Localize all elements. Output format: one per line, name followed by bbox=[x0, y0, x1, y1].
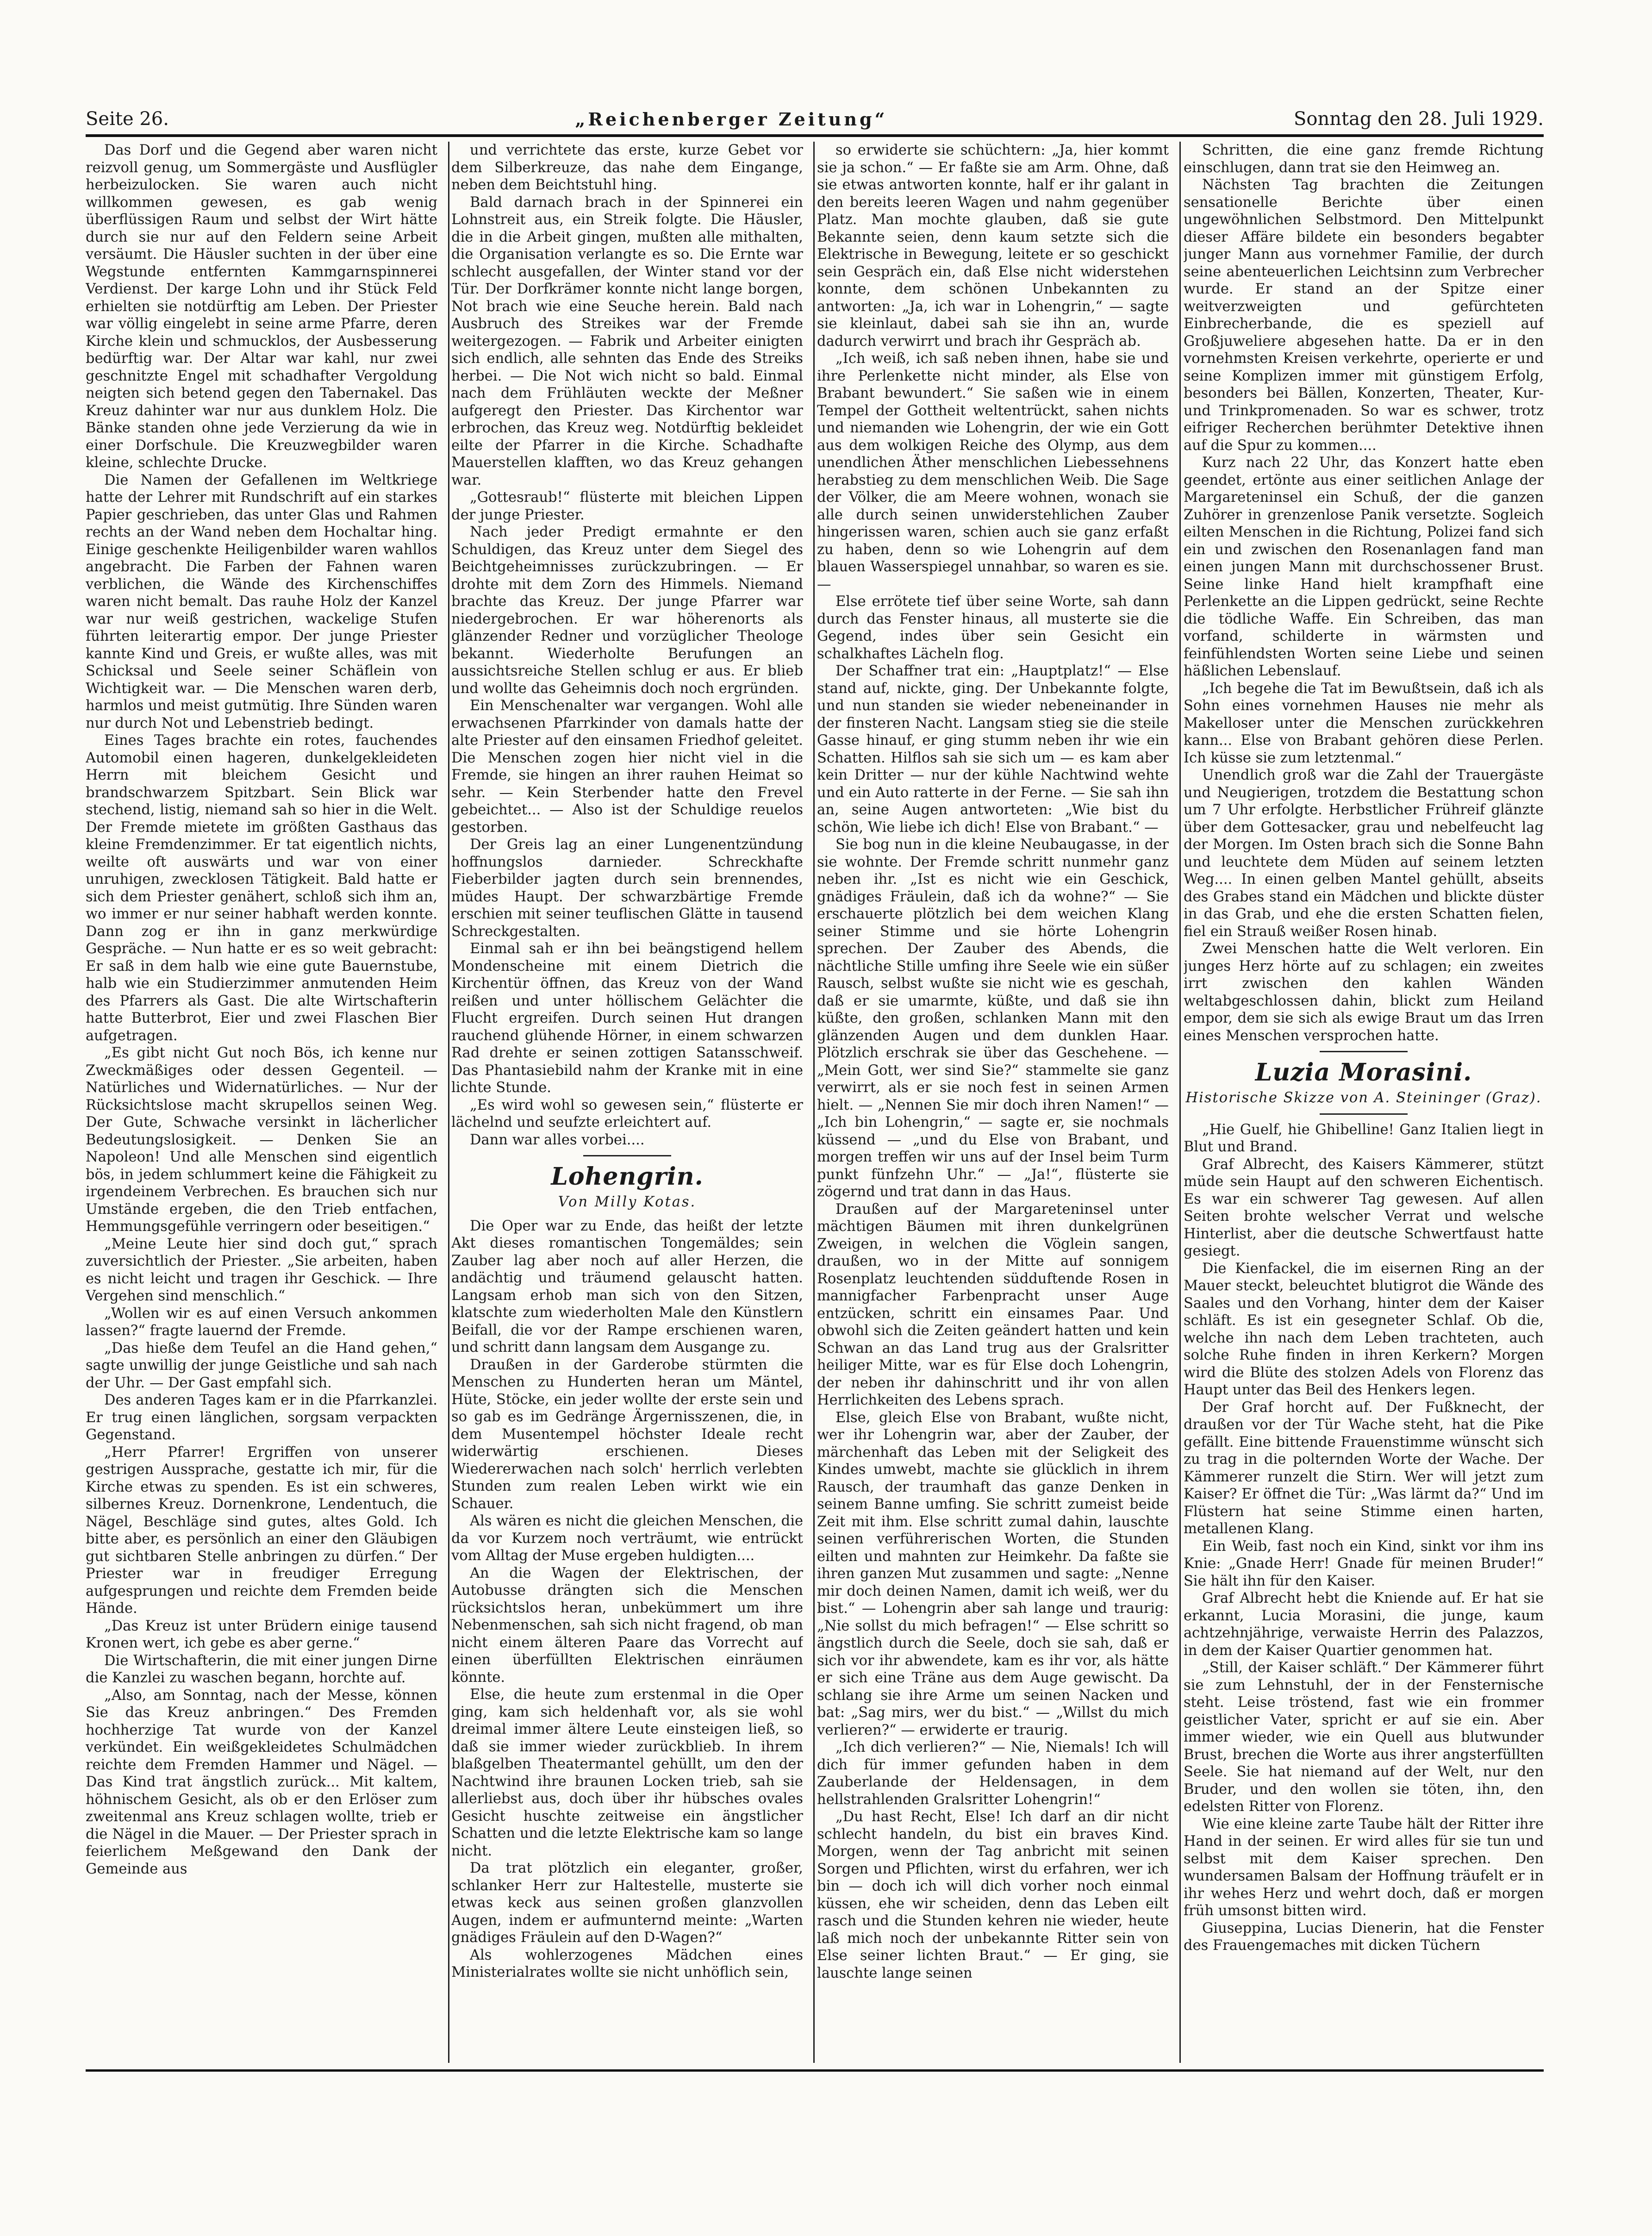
article-separator bbox=[1320, 1051, 1408, 1052]
paragraph: Der Graf horcht auf. Der Fußknecht, der draußen vor der Tür Wache steht, hat die Pike gefällt. Eine bittende Frauenstimme wünscht sich zu trag in die polternden Worte der Wache. Der Kämmerer runzelt die Stirn. Wer will jetzt zum Kaiser? Er öffnet die Tür: „Was lärmt da?“ Und im Flüstern hat seine Stimme einen harten, metallenen Klang. bbox=[1184, 1399, 1544, 1537]
paragraph: Als wohlerzogenes Mädchen eines Ministerialrates wollte sie nicht unhöflich sein, bbox=[451, 1947, 803, 1980]
paragraph: Unendlich groß war die Zahl der Trauergäste und Neugierigen, trotzdem die Bestattung schon um 7 Uhr erfolgte. Herbstlicher Frühreif glänzte über dem Gottesacker, grau und nebelfeucht lag der Morgen. Im Osten brach sich die Sonne Bahn und leuchtete dem Müden auf seinem letzten Weg.... In einen gelben Mantel gehüllt, abseits des Grabes stand ein Mädchen und blickte düster in das Grab, und ehe die ersten Schatten fielen, fiel ein Strauß weißer Rosen hinab. bbox=[1184, 767, 1544, 940]
paragraph: Bald darnach brach in der Spinnerei ein Lohnstreit aus, ein Streik folgte. Die Häusler, die in die Arbeit gingen, mußten alle mithalten, die Organisation verlangte es so. Die Ernte war schlecht ausgefallen, der Winter stand vor der Tür. Der Dorfkrämer konnte nicht lange borgen, Not brach wie eine Seuche herein. Bald nach Ausbruch des Streikes war der Fremde weitergezogen. — Fabrik und Arbeiter einigten sich endlich, alle sehnten das Ende des Streiks herbei. — Die Not wich nicht so bald. Einmal nach dem Frühläuten weckte der Meßner aufgeregt den Priester. Das Kirchentor war erbrochen, das Kreuz weg. Notdürftig bekleidet eilte der Pfarrer in die Kirche. Schadhafte Mauerstellen klafften, wo das Kreuz gehangen war. bbox=[451, 194, 803, 488]
paragraph: Nächsten Tag brachten die Zeitungen sensationelle Berichte über einen ungewöhnlichen Selbstmord. Den Mittelpunkt dieser Affäre bildete ein besonders begabter junger Mann aus vornehmer Familie, der durch seine abenteuerlichen Leichtsinn zum Verbrecher wurde. Er stand an der Spitze einer weitverzweigten und gefürchteten Einbrecherbande, die es speziell auf Großjuweliere abgesehen hatte. Da er in den vornehmsten Kreisen verkehrte, operierte er und seine Komplizen immer mit günstigem Erfolg, besonders bei Bällen, Konzerten, Theater, Kur- und Trinkpromenaden. So war es schwer, trotz eifriger Recherchen berühmter Detektive ihnen auf die Spur zu kommen.... bbox=[1184, 177, 1544, 454]
article-separator bbox=[1320, 1113, 1408, 1115]
page-number: Seite 26. bbox=[86, 108, 169, 130]
newspaper-title: „Reichenberger Zeitung“ bbox=[575, 109, 888, 130]
paragraph: „Ich weiß, ich saß neben ihnen, habe sie und ihre Perlenkette nicht minder, als Else von Brabant bewundert.“ Sie saßen wie in einem Tempel der Gottheit weltentrückt, sahen nichts und niemanden wie Lohengrin, der wie ein Gott aus dem wolkigen Reiche des Olymp, aus dem unendlichen Äther menschlichen Liebessehnens herabstieg zu dem menschlichen Weib. Die Sage der Völker, die am Meere wohnen, wonach sie alle durch seinen unwiderstehlichen Zauber hingerissen waren, schien auch sie ganz erfaßt zu haben, denn so wie Lohengrin auf dem blauen Wasserspiegel unnahbar, so waren es sie. — bbox=[817, 350, 1169, 593]
issue-date: Sonntag den 28. Juli 1929. bbox=[1294, 108, 1544, 130]
paragraph: „Es gibt nicht Gut noch Bös, ich kenne nur Zweckmäßiges oder dessen Gegenteil. — Natürliches und Widernatürliches. — Nur der Rücksichtslose macht skrupellos seinen Weg. Der Gute, Schwache versinkt in lächerlicher Bedeutungslosigkeit. — Denken Sie an Napoleon! Und alle Menschen sind eigentlich bös, in jedem schlummert keine die Fähigkeit zu irgendeinem Verbrechen. Es brauchen sich nur Umstände ergeben, die den Trieb entfachen, Hemmungsgefühle verringern oder beseitigen.“ bbox=[86, 1045, 437, 1235]
column-1 bbox=[86, 142, 437, 2063]
paragraph: Die Wirtschafterin, die mit einer jungen Dirne die Kanzlei zu waschen begann, horchte auf. bbox=[86, 1652, 437, 1686]
article-title: Luzia Morasini. bbox=[1255, 1058, 1472, 1087]
paragraph: „Meine Leute hier sind doch gut,“ sprach zuversichtlich der Priester. „Sie arbeiten, haben es nicht leicht und tragen ihr Geschick. — Ihre Vergehen sind menschlich.“ bbox=[86, 1236, 437, 1304]
article-author: Von Milly Kotas. bbox=[558, 1194, 697, 1210]
header-rule bbox=[86, 134, 1544, 137]
paragraph: Draußen in der Garderobe stürmten die Menschen zu Hunderten heran um Mäntel, Hüte, Stöcke, ein jeder wollte der erste sein und so gab es im Gedränge Ärgernisszenen, die, in dem Musentempel höchster Ideale recht widerwärtig erschienen. Dieses Wiedererwachen nach solch' herrlich verlebten Stunden zum realen Leben wirkt wie ein Schauer. bbox=[451, 1356, 803, 1512]
paragraph: Des anderen Tages kam er in die Pfarrkanzlei. Er trug einen länglichen, sorgsam verpackten Gegenstand. bbox=[86, 1392, 437, 1443]
paragraph: Wie eine kleine zarte Taube hält der Ritter ihre Hand in der seinen. Er wird alles für sie tun und selbst mit dem Kaiser sprechen. Den wundersamen Balsam der Hoffnung träufelt er in ihr wehes Herz und wehrt doch, daß er morgen früh umsonst bitten wird. bbox=[1184, 1816, 1544, 1919]
column-divider bbox=[448, 142, 449, 2063]
paragraph: Der Schaffner trat ein: „Hauptplatz!“ — Else stand auf, nickte, ging. Der Unbekannte folgte, und nun standen sie wieder nebeneinander in der finsteren Nacht. Langsam stieg sie die steile Gasse hinauf, er ging stumm neben ihr wie ein Schatten. Hilflos sah sie sich um — es kam aber kein Dritter — nur der kühle Nachtwind wehte und ein Auto ratterte in der Ferne. — Sie sah ihn an, seine Augen antworteten: „Wie bist du schön, Wie liebe ich dich! Else von Brabant.“ — bbox=[817, 663, 1169, 836]
paragraph: Das Dorf und die Gegend aber waren nicht reizvoll genug, um Sommergäste und Ausflügler herbeizulocken. Sie waren auch nicht willkommen gewesen, es gab wenig überflüssigen Raum und selbst der Wirt hätte durch sie nur auf den Feldern seine Arbeit versäumt. Die Häusler suchten in der über eine Wegstunde entfernten Kammgarnspinnerei Verdienst. Der karge Lohn und ihr Stück Feld erhielten sie notdürftig am Leben. Der Priester war völlig eingelebt in seine arme Pfarre, deren Kirche klein und schmucklos, der Ausbesserung bedürftig war. Der Altar war kahl, nur zwei geschnitzte Engel mit schadhafter Vergoldung neigten sich betend gegen den Tabernakel. Das Kreuz dahinter war nur aus dunklem Holz. Die Bänke standen ohne jede Verzierung da wie in einer Dorfschule. Die Kreuzwegbilder waren kleine, schlechte Drucke. bbox=[86, 142, 437, 471]
column-divider bbox=[1179, 142, 1181, 2063]
paragraph: Ein Menschenalter war vergangen. Wohl alle erwachsenen Pfarrkinder von damals hatte der alte Priester auf den einsamen Friedhof geleitet. Die Menschen zogen hier nicht viel in die Fremde, sie hingen an ihrer rauhen Heimat so sehr. — Kein Sterbender hatte den Frevel gebeichtet... — Also ist der Schuldige reuelos gestorben. bbox=[451, 698, 803, 836]
paragraph: „Also, am Sonntag, nach der Messe, können Sie das Kreuz anbringen.“ Des Fremden hochherzige Tat wurde von der Kanzel verkündet. Ein weißgekleidetes Schulmädchen reichte dem Fremden Hammer und Nägel. — Das Kind trat ängstlich zurück... Mit kaltem, höhnischem Gesicht, als ob er den Erlöser zum zweitenmal ans Kreuz schlagen wollte, trieb er die Nägel in die Mauer. — Der Priester sprach in feierlichem Meßgewand den Dank der Gemeinde aus bbox=[86, 1687, 437, 1877]
paragraph: Else, gleich Else von Brabant, wußte nicht, wer ihr Lohengrin war, aber der Zauber, der märchenhaft das Leben mit der Seligkeit des Kindes umwebt, machte sie glücklich in ihrem Rausch, der traumhaft das ganze Denken in seinem Banne umfing. Sie schritt zumeist beide Zeit mit ihm. Else schritt zumal dahin, lauschte seinen verführerischen Worten, die Stunden eilten und mahnten zur Heimkehr. Da faßte sie ihren ganzen Mut zusammen und sagte: „Nenne mir doch deinen Namen, damit ich weiß, wer du bist.“ — Lohengrin aber sah lange und traurig: „Nie sollst du mich befragen!“ — Else schritt so ängstlich durch die Seele, doch sie sah, daß er sich vor ihr abwendete, kam es ihr vor, als hätte er sich eine Träne aus dem Auge gewischt. Da schlang sie ihre Arme um seinen Nacken und bat: „Sag mirs, wer du bist.“ — „Willst du mich verlieren?“ — erwiderte er traurig. bbox=[817, 1409, 1169, 1738]
page-header bbox=[86, 97, 1544, 130]
paragraph: „Das hieße dem Teufel an die Hand gehen,“ sagte unwillig der junge Geistliche und sah nach der Uhr. — Der Gast empfahl sich. bbox=[86, 1340, 437, 1391]
article-title: Lohengrin. bbox=[551, 1162, 704, 1191]
paragraph: Else errötete tief über seine Worte, sah dann durch das Fenster hinaus, all musterte sie die Gegend, indes über sein Gesicht ein schalkhaftes Lächeln flog. bbox=[817, 593, 1169, 662]
column-3 bbox=[817, 142, 1169, 2063]
paragraph: „Wollen wir es auf einen Versuch ankommen lassen?“ fragte lauernd der Fremde. bbox=[86, 1305, 437, 1339]
footer-rule bbox=[86, 2069, 1544, 2072]
paragraph: „Das Kreuz ist unter Brüdern einige tausend Kronen wert, ich gebe es aber gerne.“ bbox=[86, 1618, 437, 1651]
article-subtitle: Historische Skizze von A. Steininger (Graz). bbox=[1185, 1090, 1542, 1106]
paragraph: Ein Weib, fast noch ein Kind, sinkt vor ihm ins Knie: „Gnade Herr! Gnade für meinen Bruder!“ Sie hält ihn für den Kaiser. bbox=[1184, 1538, 1544, 1589]
paragraph: Graf Albrecht hebt die Kniende auf. Er hat sie erkannt, Lucia Morasini, die junge, kaum achtzehnjährige, verwaiste Herrin des Palazzos, in dem der Kaiser Quartier genommen hat. bbox=[1184, 1590, 1544, 1659]
paragraph: Da trat plötzlich ein eleganter, großer, schlanker Herr zur Haltestelle, musterte sie etwas keck aus seinen großen glanzvollen Augen, indem er aufmunternd meinte: „Warten gnädiges Fräulein auf den D-Wagen?“ bbox=[451, 1860, 803, 1946]
paragraph: Eines Tages brachte ein rotes, fauchendes Automobil einen hageren, dunkelgekleideten Herrn mit bleichem Gesicht und brandschwarzem Spitzbart. Sein Blick war stechend, listig, niemand sah so hier in die Welt. Der Fremde mietete im größten Gasthaus das kleine Fremdenzimmer. Er tat eigentlich nichts, weilte oft auswärts und war von einer unruhigen, zwecklosen Tätigkeit. Bald hatte er sich dem Priester genähert, schloß sich ihm an, wo immer er nur seiner habhaft werden konnte. Dann zog er ihn in ganz merkwürdige Gespräche. — Nun hatte er es so weit gebracht: Er saß in dem halb wie eine gute Bauernstube, halb wie ein Studierzimmer anmutenden Heim des Pfarrers als Gast. Die alte Wirtschafterin hatte Butterbrot, Eier und zwei Flaschen Bier aufgetragen. bbox=[86, 732, 437, 1044]
paragraph: Die Kienfackel, die im eisernen Ring an der Mauer steckt, beleuchtet blutigrot die Wände des Saales und den Vorhang, hinter dem der Kaiser schläft. Es ist ein gesegneter Schlaf. Ob die, welche ihn nach dem Leben trachteten, auch solche Ruhe finden in ihren Kerkern? Morgen wird die Blüte des stolzen Adels von Florenz das Haupt unter das Beil des Henkers legen. bbox=[1184, 1260, 1544, 1398]
paragraph: Kurz nach 22 Uhr, das Konzert hatte eben geendet, ertönte aus einer seitlichen Anlage der Margareteninsel ein Schuß, der die ganzen Zuhörer in grenzenlose Panik versetzte. Sogleich eilten Menschen in die Richtung, Polizei fand sich ein und zwischen den Rosenanlagen fand man einen jungen Mann mit durchschossener Brust. Seine linke Hand hielt krampfhaft eine Perlenkette an die Lippen gedrückt, seine Rechte die tödliche Waffe. Ein Schreiben, das man vorfand, schilderte in wärmsten und feinfühlendsten Worten seine Liebe und seinen häßlichen Lebenslauf. bbox=[1184, 455, 1544, 679]
article-separator bbox=[583, 1155, 671, 1156]
paragraph: so erwiderte sie schüchtern: „Ja, hier kommt sie ja schon.“ — Er faßte sie am Arm. Ohne, daß sie etwas antworten konnte, half er ihr galant in den bereits leeren Wagen und nahm gegenüber Platz. Man mochte glauben, daß sie gute Bekannte seien, denn kaum setzte sich die Elektrische in Bewegung, leitete er so geschickt sein Gespräch ein, daß Else nicht widerstehen konnte, dem schönen Unbekannten zu antworten: „Ja, ich war in Lohengrin,“ — sagte sie kleinlaut, dabei sah sie ihn an, wurde dadurch verwirrt und brach ihr Gespräch ab. bbox=[817, 142, 1169, 350]
paragraph: „Still, der Kaiser schläft.“ Der Kämmerer führt sie zum Lehnstuhl, der in der Fensternische steht. Leise tröstend, fast wie ein frommer geistlicher Vater, spricht er auf sie ein. Aber immer wieder, wie ein Quell aus blutwunder Brust, brechen die Worte aus ihrer angsterfüllten Seele. Sie hat niemand auf der Welt, nur den Bruder, und den wollen sie töten, ihn, den edelsten Ritter von Florenz. bbox=[1184, 1660, 1544, 1815]
column-4 bbox=[1184, 142, 1544, 2063]
paragraph: „Gottesraub!“ flüsterte mit bleichen Lippen der junge Priester. bbox=[451, 489, 803, 523]
paragraph: „Es wird wohl so gewesen sein,“ flüsterte er lächelnd und seufzte erleichtert auf. bbox=[451, 1097, 803, 1130]
paragraph: Giuseppina, Lucias Dienerin, hat die Fenster des Frauengemaches mit dicken Tüchern bbox=[1184, 1920, 1544, 1954]
paragraph: Nach jeder Predigt ermahnte er den Schuldigen, das Kreuz unter dem Siegel des Beichtgeheimnisses zurückzubringen. — Er drohte mit dem Zorn des Himmels. Niemand brachte das Kreuz. Der junge Pfarrer war niedergebrochen. Er war höherenorts als glänzender Redner und vorzüglicher Theologe bekannt. Wiederholte Berufungen an aussichtsreiche Stellen schlug er aus. Er blieb und wollte das Geheimnis doch noch ergründen. bbox=[451, 524, 803, 697]
paragraph: und verrichtete das erste, kurze Gebet vor dem Silberkreuze, das nahe dem Eingange, neben dem Beichtstuhl hing. bbox=[451, 142, 803, 193]
paragraph: Als wären es nicht die gleichen Menschen, die da vor Kurzem noch verträumt, wie entrückt vom Alltag der Muse ergeben huldigten.... bbox=[451, 1513, 803, 1564]
paragraph: Einmal sah er ihn bei beängstigend hellem Mondenscheine mit einem Dietrich die Kirchentür öffnen, das Kreuz von der Wand reißen und unter höllischem Gelächter die Flucht ergreifen. Durch seinen Hut drangen rauchend glühende Hörner, in einem schwarzen Rad drehte er seinen zottigen Satansschweif. Das Phantasiebild nahm der Kranke mit in eine lichte Stunde. bbox=[451, 941, 803, 1096]
paragraph: Sie bog nun in die kleine Neubaugasse, in der sie wohnte. Der Fremde schritt nunmehr ganz neben ihr. „Ist es nicht wie ein Geschick, gnädiges Fräulein, daß ich da wohne?“ — Sie erschauerte plötzlich bei dem weichen Klang seiner Stimme und sie hörte Lohengrin sprechen. Der Zauber des Abends, die nächtliche Stille umfing ihre Seele wie ein süßer Rausch, selbst wußte sie nicht wie es geschah, daß er sie umarmte, küßte, und daß sie ihn küßte, den großen, schlanken Mann mit den glänzenden Augen und dem dunklen Haar. Plötzlich erschrak sie über das Geschehene. — „Mein Gott, wer sind Sie?“ stammelte sie ganz verwirrt, als er sie noch fest in seinen Armen hielt. — „Nennen Sie mir doch ihren Namen!“ — „Ich bin Lohengrin,“ — sagte er, sie nochmals küssend — „und du Else von Brabant, und morgen treffen wir uns auf der Insel beim Turm punkt fünfzehn Uhr.“ — „Ja!“, flüsterte sie zögernd und trat dann in das Haus. bbox=[817, 837, 1169, 1200]
paragraph: Dann war alles vorbei.... bbox=[470, 1131, 645, 1148]
paragraph: „Ich begehe die Tat im Bewußtsein, daß ich als Sohn eines vornehmen Hauses nie mehr als Makelloser unter die Menschen zurückkehren kann... Else von Brabant gehören diese Perlen. Ich küsse sie zum letztenmal.“ bbox=[1184, 680, 1544, 766]
paragraph: Graf Albrecht, des Kaisers Kämmerer, stützt müde sein Haupt auf den schweren Eichentisch. Es war ein schwerer Tag gewesen. Auf allen Seiten brohte welscher Verrat und welsche Hinterlist, aber die deutsche Schwertfaust hatte gesiegt. bbox=[1184, 1156, 1544, 1259]
paragraph: Draußen auf der Margareteninsel unter mächtigen Bäumen mit ihren dunkelgrünen Zweigen, in welchen die Vöglein sangen, draußen, wo in der Mitte auf sonnigem Rosenplatz leuchtenden südduftende Rosen in mannigfacher Farbenpracht unser Auge entzücken, schritt ein einsames Paar. Und obwohl sich die Zeiten geändert hatten und kein Schwan an das Land trug aus der Gralsritter heiliger Mitte, war es für Else doch Lohengrin, der neben ihr dahinschritt und ihr von allen Herrlichkeiten des Lebens sprach. bbox=[817, 1201, 1169, 1408]
paragraph: Die Oper war zu Ende, das heißt der letzte Akt dieses romantischen Tongemäldes; sein Zauber lag aber noch auf aller Herzen, die andächtig und träumend gelauscht hatten. Langsam erhob man sich von den Sitzen, klatschte zum wiederholten Male den Künstlern Beifall, die vor der Rampe erschienen waren, und schritt dann langsam dem Ausgange zu. bbox=[451, 1218, 803, 1355]
paragraph: Der Greis lag an einer Lungenentzündung hoffnungslos darnieder. Schreckhafte Fieberbilder jagten durch sein brennendes, müdes Haupt. Der schwarzbärtige Fremde erschien mit seiner teuflischen Glätte in tausend Schreckgestalten. bbox=[451, 837, 803, 940]
paragraph: „Hie Guelf, hie Ghibelline! Ganz Italien liegt in Blut und Brand. bbox=[1184, 1121, 1544, 1155]
paragraph: Schritten, die eine ganz fremde Richtung einschlugen, dann trat sie den Heimweg an. bbox=[1184, 142, 1544, 176]
paragraph: „Du hast Recht, Else! Ich darf an dir nicht schlecht handeln, du bist ein braves Kind. Morgen, wenn der Tag anbricht mit seinen Sorgen und Pflichten, wirst du erfahren, wer ich bin — doch ich will dich vorher noch einmal küssen, ehe wir scheiden, denn das Leben eilt rasch und die Stunden kehren nie wieder, heute laß mich noch der unbekannte Ritter sein von Else seiner lichten Braut.“ — Er ging, sie lauschte lange seinen bbox=[817, 1809, 1169, 1981]
paragraph: An die Wagen der Elektrischen, der Autobusse drängten sich die Menschen rücksichtslos heran, unbekümmert um ihre Nebenmenschen, sah sich nicht fragend, ob man nicht einem älteren Paare das Vorrecht auf einen überfüllten Elektrischen einräumen könnte. bbox=[451, 1565, 803, 1686]
paragraph: Else, die heute zum erstenmal in die Oper ging, kam sich heldenhaft vor, als sie wohl dreimal immer ältere Leute einsteigen ließ, so daß sie immer wieder zurückblieb. In ihrem blaßgelben Theatermantel gehüllt, um den der Nachtwind ihre braunen Locken trieb, sah sie allerliebst aus, doch über ihr hübsches ovales Gesicht huschte zeitweise ein ängstlicher Schatten und die letzte Elektrische kam so lange nicht. bbox=[451, 1686, 803, 1859]
paragraph: „Ich dich verlieren?“ — Nie, Niemals! Ich will dich für immer gefunden haben in dem Zauberlande der Heldensagen, in dem hellstrahlenden Gralsritter Lohengrin!“ bbox=[817, 1739, 1169, 1808]
paragraph: Zwei Menschen hatte die Welt verloren. Ein junges Herz hörte auf zu schlagen; ein zweites irrt zwischen den kahlen Wänden weltabgeschlossen dahin, blickt zum Heiland empor, dem sie sich als ewige Braut um das Irren eines Menschen versprochen hatte. bbox=[1184, 941, 1544, 1044]
column-divider bbox=[813, 142, 815, 2063]
paragraph: Die Namen der Gefallenen im Weltkriege hatte der Lehrer mit Rundschrift auf ein starkes Papier geschrieben, das unter Glas und Rahmen rechts an der Wand neben dem Hochaltar hing. Einige geschenkte Heiligenbilder waren wahllos angebracht. Die Farben der Fahnen waren verblichen, die Wände des Kirchenschiffes waren nicht bemalt. Das rauhe Holz der Kanzel war nur weiß gestrichen, wackelige Stufen führten leiterartig empor. Der junge Priester kannte Kind und Greis, er wußte alles, was mit Schicksal und Seele seiner Schäflein von Wichtigkeit war. — Die Menschen waren derb, harmlos und meist gutmütig. Ihre Sünden waren nur durch Not und Lebenstrieb bedingt. bbox=[86, 472, 437, 731]
column-2 bbox=[451, 142, 803, 2063]
paragraph: „Herr Pfarrer! Ergriffen von unserer gestrigen Aussprache, gestatte ich mir, für die Kirche etwas zu spenden. Es ist ein schweres, silbernes Kreuz. Dornenkrone, Lendentuch, die Nägel, Beschläge sind gutes, altes Gold. Ich bitte aber, es persönlich an einer den Gläubigen gut sichtbaren Stelle anbringen zu dürfen.“ Der Priester war in freudiger Erregung aufgesprungen und reichte dem Fremden beide Hände. bbox=[86, 1444, 437, 1617]
